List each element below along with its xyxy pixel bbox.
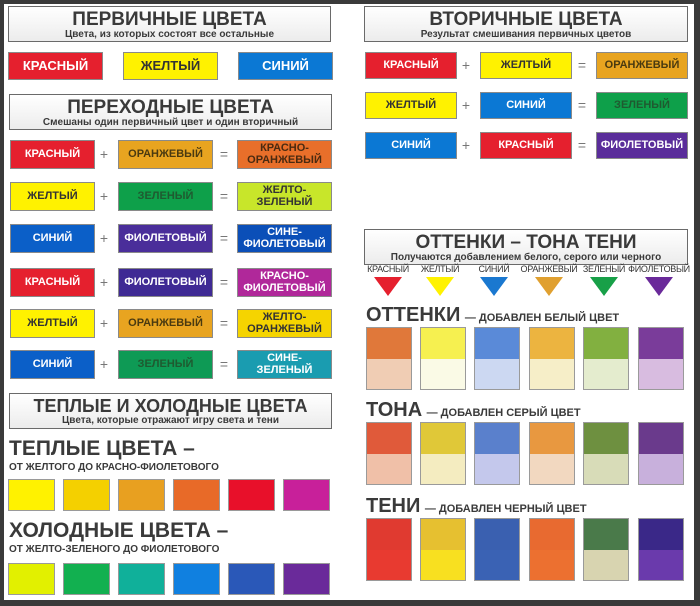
transitional-operand-a: КРАСНЫЙ [10,140,95,169]
result-line-1: КРАСНО- [260,141,309,154]
cold-swatch [173,563,220,595]
shades-heading-label: ТЕНИ [366,495,421,517]
swatch-top [584,328,628,359]
swatch-top [421,328,465,359]
plus-sign: + [99,315,109,331]
swatch-bottom [421,454,465,485]
swatch-bottom [421,359,465,390]
secondary-result: ФИОЛЕТОВЫЙ [596,132,688,159]
equals-sign: = [219,274,229,290]
secondary-operand-a: ЖЕЛТЫЙ [365,92,457,119]
result-line-2: ФИОЛЕТОВЫЙ [243,237,326,250]
swatch-bottom [584,454,628,485]
transitional-operand-b: ОРАНЖЕВЫЙ [118,140,213,169]
tint-swatch [583,327,629,390]
transitional-subtitle: Смешаны один первичный цвет и один вторичный [42,117,299,128]
swatch-bottom [475,550,519,581]
tone-swatch [583,422,629,485]
swatch-bottom [639,359,683,390]
triangle-label: СИНИЙ [478,264,510,274]
warm-heading: ТЕПЛЫЕ ЦВЕТА – [9,437,195,460]
secondary-result: ОРАНЖЕВЫЙ [596,52,688,79]
tones-heading [366,400,581,420]
swatch-top [421,423,465,454]
secondary-operand-a: КРАСНЫЙ [365,52,457,79]
swatch-top [475,328,519,359]
result-line-2: ЗЕЛЕНЫЙ [256,363,313,376]
tints-tones-header [364,229,688,265]
transitional-title: ПЕРЕХОДНЫЕ ЦВЕТА [67,97,274,118]
swatch-bottom [530,550,574,581]
result-line-1: СИНЕ- [267,225,302,238]
transitional-result [237,268,332,297]
secondary-subtitle: Результат смешивания первичных цветов [420,29,632,40]
warm-swatch [118,479,165,511]
transitional-operand-a: СИНИЙ [10,224,95,253]
triangle-3-icon [535,277,563,296]
cold-caption: ОТ ЖЕЛТО-ЗЕЛЕНОГО ДО ФИОЛЕТОВОГО [9,544,220,555]
triangle-4-icon [590,277,618,296]
swatch-bottom [584,550,628,581]
triangle-label: ФИОЛЕТОВЫЙ [628,264,690,274]
tone-swatch [529,422,575,485]
warm-swatch [283,479,330,511]
equals-sign: = [219,146,229,162]
warm-cold-subtitle: Цвета, которые отражают игру света и тени [62,415,279,426]
primary-chip: КРАСНЫЙ [8,52,103,80]
equals-sign: = [577,137,587,153]
swatch-top [367,519,411,550]
swatch-bottom [530,454,574,485]
swatch-bottom [530,359,574,390]
equals-sign: = [219,315,229,331]
equals-sign: = [577,97,587,113]
tints-tones-subtitle: Получаются добавлением белого, серого или черного [390,252,662,263]
swatch-top [584,423,628,454]
tone-swatch [420,422,466,485]
warm-swatch [173,479,220,511]
transitional-operand-a: ЖЕЛТЫЙ [10,309,95,338]
warm-caption: ОТ ЖЕЛТОГО ДО КРАСНО-ФИОЛЕТОВОГО [9,462,219,473]
secondary-operand-b: КРАСНЫЙ [480,132,572,159]
secondary-colors-header [364,6,688,42]
warm-cold-title: ТЕПЛЫЕ И ХОЛОДНЫЕ ЦВЕТА [33,396,308,416]
shades-caption: — ДОБАВЛЕН ЧЕРНЫЙ ЦВЕТ [424,503,587,515]
swatch-bottom [639,550,683,581]
result-line-2: ОРАНЖЕВЫЙ [247,322,322,335]
transitional-result [237,140,332,169]
plus-sign: + [99,146,109,162]
triangle-label: КРАСНЫЙ [367,264,409,274]
swatch-top [530,328,574,359]
swatch-top [639,328,683,359]
swatch-bottom [475,454,519,485]
warm-swatch [228,479,275,511]
cold-swatch [118,563,165,595]
tint-swatch [474,327,520,390]
plus-sign: + [99,274,109,290]
transitional-result [237,350,332,379]
shade-swatch [420,518,466,581]
tints-caption: — ДОБАВЛЕН БЕЛЫЙ ЦВЕТ [464,312,620,324]
plus-sign: + [99,356,109,372]
result-line-1: ЖЕЛТО- [262,310,307,323]
tint-swatch [366,327,412,390]
transitional-operand-b: ЗЕЛЕНЫЙ [118,350,213,379]
tones-heading-label: ТОНА [366,399,423,421]
shade-swatch [638,518,684,581]
cold-heading: ХОЛОДНЫЕ ЦВЕТА – [9,519,229,542]
swatch-bottom [367,359,411,390]
primary-title: ПЕРВИЧНЫЕ ЦВЕТА [72,9,267,30]
transitional-operand-b: ФИОЛЕТОВЫЙ [118,224,213,253]
cold-swatch [283,563,330,595]
tint-swatch [529,327,575,390]
tints-heading [366,305,619,325]
swatch-top [475,519,519,550]
swatch-top [639,423,683,454]
shade-swatch [366,518,412,581]
cold-swatch [228,563,275,595]
tints-heading-label: ОТТЕНКИ [366,304,461,326]
secondary-operand-b: ЖЕЛТЫЙ [480,52,572,79]
swatch-top [367,423,411,454]
secondary-title: ВТОРИЧНЫЕ ЦВЕТА [429,9,623,30]
triangle-label: ОРАНЖЕВЫЙ [520,264,578,274]
swatch-bottom [367,550,411,581]
warm-swatch [63,479,110,511]
primary-chip: ЖЕЛТЫЙ [123,52,218,80]
tints-tones-title: ОТТЕНКИ – ТОНА ТЕНИ [415,232,637,253]
transitional-result [237,182,332,211]
secondary-operand-b: СИНИЙ [480,92,572,119]
triangle-label: ЖЕЛТЫЙ [420,264,460,274]
secondary-operand-a: СИНИЙ [365,132,457,159]
swatch-bottom [367,454,411,485]
primary-colors-header [8,6,331,42]
plus-sign: + [99,230,109,246]
transitional-operand-b: ОРАНЖЕВЫЙ [118,309,213,338]
tint-swatch [420,327,466,390]
triangle-5-icon [645,277,673,296]
result-line-1: СИНЕ- [267,351,302,364]
swatch-top [421,519,465,550]
result-line-2: ЗЕЛЕНЫЙ [256,195,313,208]
warm-cold-header [9,393,332,429]
primary-chip: СИНИЙ [238,52,333,80]
swatch-bottom [475,359,519,390]
transitional-operand-a: ЖЕЛТЫЙ [10,182,95,211]
swatch-bottom [639,454,683,485]
transitional-operand-b: ЗЕЛЕНЫЙ [118,182,213,211]
plus-sign: + [461,57,471,73]
swatch-top [475,423,519,454]
triangle-1-icon [426,277,454,296]
swatch-bottom [421,550,465,581]
equals-sign: = [219,230,229,246]
tone-swatch [474,422,520,485]
plus-sign: + [461,137,471,153]
transitional-operand-a: СИНИЙ [10,350,95,379]
tone-swatch [638,422,684,485]
equals-sign: = [219,188,229,204]
tint-swatch [638,327,684,390]
swatch-top [584,519,628,550]
triangle-label: ЗЕЛЕНЫЙ [582,264,626,274]
equals-sign: = [577,57,587,73]
swatch-top [530,423,574,454]
result-line-2: ФИОЛЕТОВЫЙ [243,281,326,294]
result-line-2: ОРАНЖЕВЫЙ [247,153,322,166]
triangle-0-icon [374,277,402,296]
swatch-bottom [584,359,628,390]
secondary-result: ЗЕЛЕНЫЙ [596,92,688,119]
shade-swatch [474,518,520,581]
primary-subtitle: Цвета, из которых состоят все остальные [64,29,275,40]
plus-sign: + [99,188,109,204]
shades-heading [366,496,587,516]
plus-sign: + [461,97,471,113]
swatch-top [639,519,683,550]
transitional-result [237,224,332,253]
swatch-top [367,328,411,359]
triangle-2-icon [480,277,508,296]
equals-sign: = [219,356,229,372]
transitional-operand-b: ФИОЛЕТОВЫЙ [118,268,213,297]
shade-swatch [529,518,575,581]
warm-swatch [8,479,55,511]
tone-swatch [366,422,412,485]
transitional-result [237,309,332,338]
transitional-colors-header [9,94,332,130]
cold-swatch [8,563,55,595]
result-line-1: КРАСНО- [260,269,309,282]
cold-swatch [63,563,110,595]
result-line-1: ЖЕЛТО- [262,183,307,196]
swatch-top [530,519,574,550]
shade-swatch [583,518,629,581]
tones-caption: — ДОБАВЛЕН СЕРЫЙ ЦВЕТ [426,407,581,419]
transitional-operand-a: КРАСНЫЙ [10,268,95,297]
